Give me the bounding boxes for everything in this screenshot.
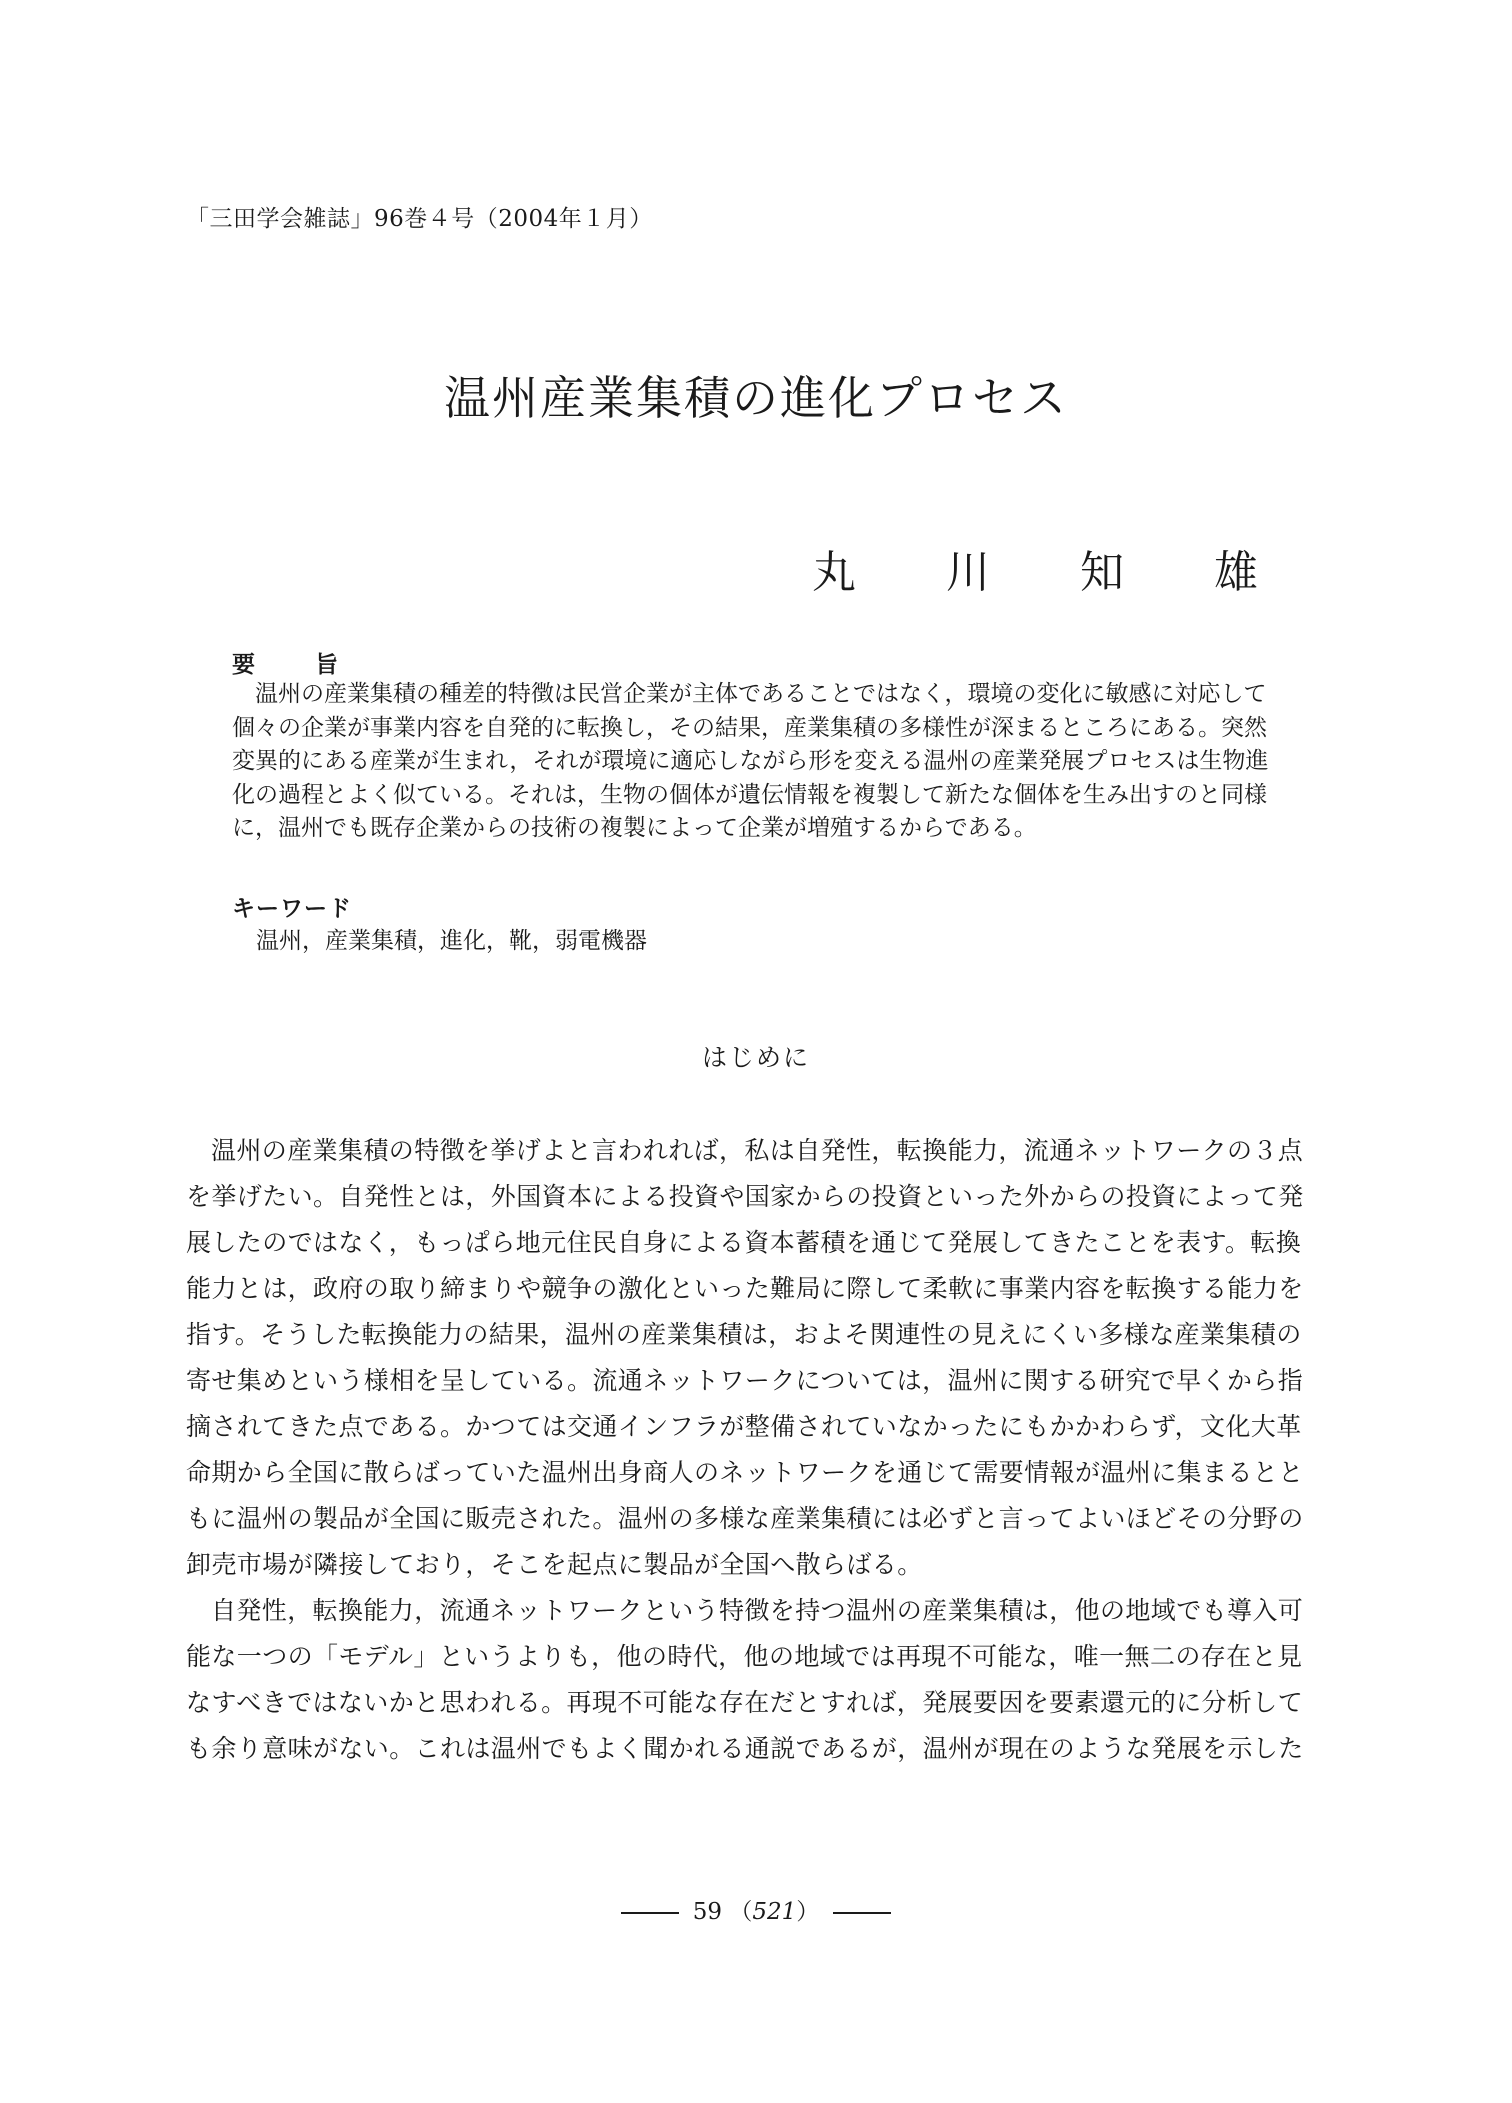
keywords-list: 温州，産業集積，進化，靴，弱電機器 (256, 928, 647, 954)
abstract-text (232, 678, 1282, 846)
total-page-value: 521 (752, 1899, 797, 1925)
body-paragraph-2: 自発性，転換能力，流通ネットワークという特徴を持つ温州の産業集積は，他の地域でも導入可能な一つの「モデル」というよりも，他の時代，他の地域では再現不可能な，唯一無二の存在と見なすべきではないかと思われる。再現不可能な存在だとすれば，発展要因を要素還元的に分析しても余り意味がない。これは温州でもよく聞かれる通説であるが，温州が現在のような発展を示した (186, 1596, 1304, 1763)
page-number-close-paren: ） (796, 1899, 820, 1925)
abstract-heading: 要旨 (232, 652, 398, 678)
body-paragraph-1: 温州の産業集積の特徴を挙げよと言われれば，私は自発性，転換能力，流通ネットワークの３点を挙げたい。自発性とは，外国資本による投資や国家からの投資といった外からの投資によって発展したのではなく，もっぱら地元住民自身による資本蓄積を通じて発展してきたことを表す。転換能力とは，政府の取り締まりや競争の激化といった難局に際して柔軟に事業内容を転換する能力を指す。そうした転換能力の結果，温州の産業集積は，およそ関連性の見えにくい多様な産業集積の寄せ集めという様相を呈している。流通ネットワークについては，温州に関する研究で早くから指摘されてきた点である。かつては交通インフラが整備されていなかったにもかかわらず，文化大革命期から全国に散らばっていた温州出身商人のネットワークを通じて需要情報が温州に集まるとともに温州の製品が全国に販売された。温州の多様な産業集積には必ずと言ってよいほどその分野の卸売市場が隣接しており，そこを起点に製品が全国へ散らばる。 (186, 1136, 1304, 1579)
page-number (0, 1893, 1512, 1926)
main-body (186, 1128, 1316, 1772)
section-title: はじめに (701, 1043, 810, 1072)
abstract-paragraph: 温州の産業集積の種差的特徴は民営企業が主体であることではなく，環境の変化に敏感に対応して個々の企業が事業内容を自発的に転換し，その結果，産業集積の多様性が深まるところにある。突然変異的にある産業が生まれ，それが環境に適応しながら形を変える温州の産業発展プロセスは生物進化の過程とよく似ている。それは，生物の個体が遺伝情報を複製して新たな個体を生み出すのと同様に，温州でも既存企業からの技術の複製によって企業が増殖するからである。 (232, 681, 1269, 841)
keywords-heading: キーワード (232, 896, 352, 922)
page-number-open-paren: （ (729, 1899, 753, 1925)
article-title: 温州産業集積の進化プロセス (444, 371, 1068, 425)
page-number-left-rule (621, 1912, 679, 1914)
page-number-value: 59 (692, 1899, 723, 1925)
author-name: 丸 川 知 雄 (812, 547, 1296, 598)
journal-citation: 「三田学会雑誌」96巻４号（2004年１月） (186, 206, 653, 232)
page-number-right-rule (833, 1912, 891, 1914)
